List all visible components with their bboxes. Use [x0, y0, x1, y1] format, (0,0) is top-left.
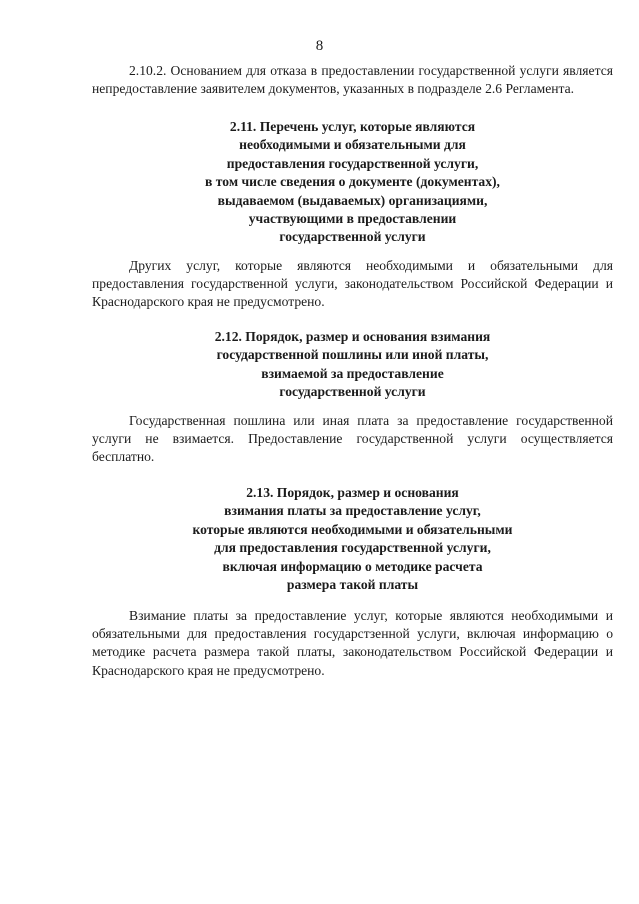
section-2-12-heading-line: государственной услуги — [279, 384, 426, 400]
paragraph-2-10-2-block — [92, 62, 613, 98]
section-2-13-heading-line: взимания платы за предоставление услуг, — [224, 503, 481, 519]
section-2-12-heading-line: государственной пошлины или иной платы, — [216, 347, 489, 363]
section-2-11-heading-line: предоставления государственной услуги, — [226, 155, 479, 171]
section-2-13-heading-line: которые являются необходимыми и обязательными — [192, 521, 513, 537]
section-2-12-heading — [92, 328, 613, 402]
section-2-13-body: Взимание платы за предоставление услуг, которые являются необходимыми и обязательными для предоставления государстзенной услуги, включая информацию о методике расчета размера такой платы, законодательством Российской Федерации и Краснодарского края не предусмотрено. — [92, 608, 613, 678]
section-2-11-body-block — [92, 257, 613, 312]
section-2-13-heading-line: включая информацию о методике расчета — [222, 558, 483, 574]
section-2-12-heading-line: 2.12. Порядок, размер и основания взимания — [214, 329, 491, 344]
section-2-13-heading-line: размера такой платы — [286, 577, 419, 593]
section-2-13-body-block — [92, 607, 613, 680]
section-2-11-heading-line: участвующими в предоставлении — [248, 211, 457, 227]
section-2-11-body: Других услуг, которые являются необходимыми и обязательными для предоставления государственной услуги, законодательством Российской Федерации и Краснодарского края не предусмотрено. — [92, 258, 613, 310]
section-2-11-heading-line: в том числе сведения о документе (документах), — [205, 174, 500, 190]
section-2-13-heading-line: для предоставления государственной услуги, — [214, 540, 491, 556]
paragraph-2-10-2: 2.10.2. Основанием для отказа в предоставлении государственной услуги является непредоставление заявителем документов, указанных в подразделе 2.6 Регламента. — [92, 63, 613, 97]
section-2-11-heading — [92, 118, 613, 247]
section-2-12-heading-line: взимаемой за предоставление — [261, 365, 444, 381]
section-2-13-heading — [92, 484, 613, 594]
section-2-11-heading-line: 2.11. Перечень услуг, которые являются — [229, 119, 476, 134]
section-2-11-heading-line: выдаваемом (выдаваемых) организациями, — [217, 192, 488, 208]
section-2-11-heading-line: необходимыми и обязательными для — [239, 137, 466, 153]
section-2-12-body-block — [92, 412, 613, 467]
section-2-12-body: Государственная пошлина или иная плата за предоставление государственной услуги не взимается. Предоставление государственной услуги осуществляется бесплатно. — [92, 413, 613, 465]
section-2-11-heading-line: государственной услуги — [279, 229, 426, 245]
page-number: 8 — [315, 38, 324, 54]
section-2-13-heading-line: 2.13. Порядок, размер и основания — [246, 485, 459, 500]
